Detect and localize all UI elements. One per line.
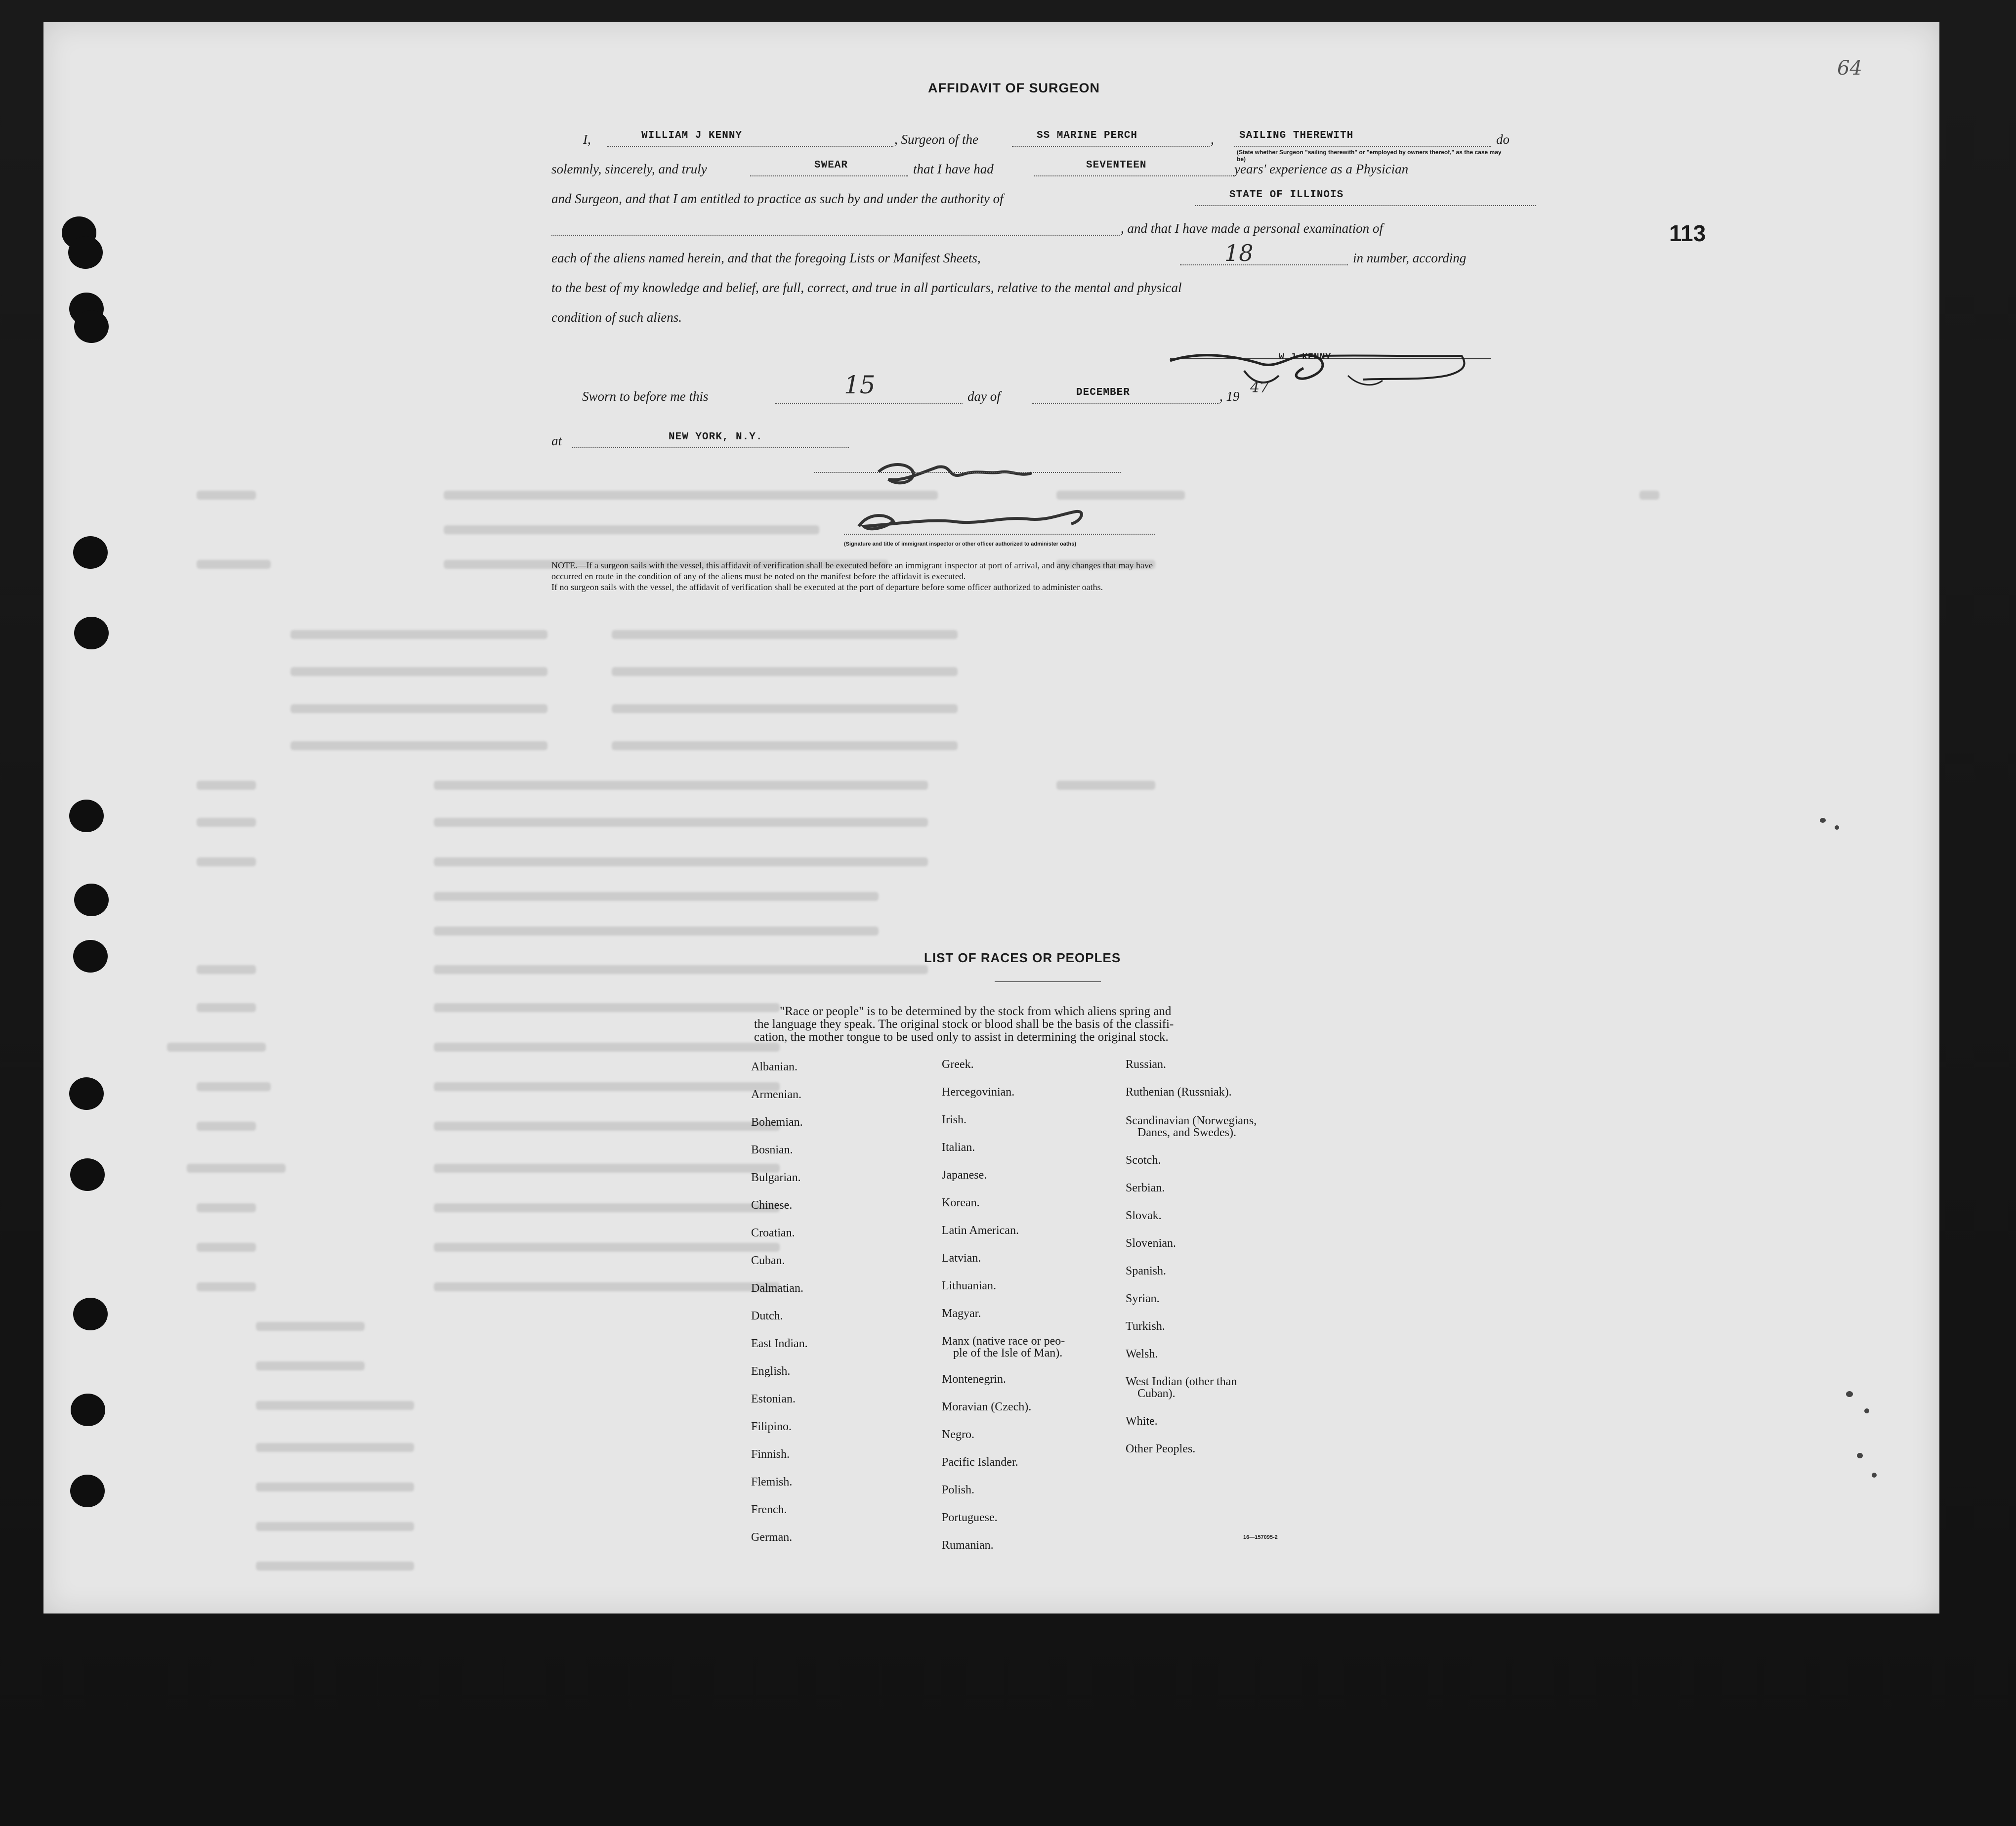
race-item: Lithuanian. — [942, 1279, 996, 1292]
line1-surgeon-of: , Surgeon of the — [894, 132, 978, 147]
inspector-signature-rule-1 — [814, 472, 1121, 473]
line2-have-had: that I have had — [913, 162, 994, 176]
races-intro-2: the language they speak. The original stock or blood shall be the basis of the classifi- — [754, 1018, 1174, 1031]
race-item: Moravian (Czech). — [942, 1401, 1032, 1413]
line2-solemnly: solemnly, sincerely, and truly — [551, 162, 707, 176]
status-field: SAILING THEREWITH — [1239, 130, 1354, 141]
scan-speck — [1872, 1473, 1877, 1478]
month-rule — [1032, 403, 1219, 404]
inspector-signature-caption: (Signature and title of immigrant inspector or other officer authorized to administer oaths) — [844, 541, 1076, 547]
month-field: DECEMBER — [1076, 387, 1130, 398]
race-item: Manx (native race or peo- — [942, 1335, 1065, 1348]
sworn-year-prefix: , 19 — [1219, 389, 1240, 404]
race-item: Italian. — [942, 1141, 975, 1154]
race-item: Spanish. — [1126, 1265, 1167, 1277]
scan-speck — [1864, 1408, 1869, 1413]
surgeon-signature-typed: W J KENNY — [1279, 352, 1332, 362]
race-item: Slovenian. — [1126, 1237, 1176, 1250]
line4-examination: , and that I have made a personal examination of — [1121, 221, 1383, 236]
race-item: Magyar. — [942, 1307, 981, 1320]
inspector-signature — [839, 452, 1185, 566]
race-item: Danes, and Swedes). — [1137, 1126, 1236, 1139]
surgeon-name-field: WILLIAM J KENNY — [641, 130, 743, 141]
race-item: Irish. — [942, 1113, 966, 1126]
vessel-field: SS MARINE PERCH — [1037, 130, 1138, 141]
race-item: Japanese. — [942, 1169, 987, 1182]
race-item: Montenegrin. — [942, 1373, 1006, 1386]
race-item: Estonian. — [751, 1393, 796, 1405]
race-item: Pacific Islander. — [942, 1456, 1018, 1469]
race-item: Bulgarian. — [751, 1171, 801, 1184]
race-item: Rumanian. — [942, 1539, 994, 1552]
authority-continuation-rule — [551, 235, 1120, 236]
inspector-signature-rule-2 — [844, 534, 1155, 535]
line5-in-number: in number, according — [1353, 251, 1467, 265]
manifest-page — [43, 22, 1939, 1614]
line7-condition: condition of such aliens. — [551, 310, 682, 325]
races-title-underline — [995, 981, 1101, 982]
scan-speck — [1835, 825, 1839, 830]
place-field: NEW YORK, N.Y. — [669, 431, 763, 443]
race-item: Greek. — [942, 1058, 974, 1071]
scan-speck — [1857, 1453, 1863, 1458]
authority-rule — [1195, 205, 1536, 206]
race-item: Syrian. — [1126, 1292, 1160, 1305]
race-item: Albanian. — [751, 1061, 798, 1073]
note-line-1: NOTE.—If a surgeon sails with the vessel, this affidavit of verification shall be executed before an immigrant inspector at port of arrival, and any changes that may have — [551, 560, 1153, 570]
race-item: East Indian. — [751, 1337, 808, 1350]
race-item: Turkish. — [1126, 1320, 1165, 1333]
affidavit-title: AFFIDAVIT OF SURGEON — [928, 81, 1100, 95]
sworn-day-of: day of — [967, 389, 1001, 404]
race-item: Ruthenian (Russniak). — [1126, 1086, 1232, 1099]
race-item: Scotch. — [1126, 1154, 1161, 1167]
note-line-3: If no surgeon sails with the vessel, the affidavit of verification shall be executed at the port of departure before some officer authorized to administer oaths. — [551, 582, 1103, 592]
race-item: Cuban). — [1137, 1387, 1176, 1400]
surgeon-name-rule — [607, 146, 893, 147]
race-item: Hercegovinian. — [942, 1086, 1015, 1099]
race-item: Welsh. — [1126, 1348, 1158, 1360]
years-rule — [1034, 175, 1232, 176]
scan-speck — [1846, 1391, 1853, 1397]
line1-do: do — [1496, 132, 1510, 147]
race-item: Slovak. — [1126, 1209, 1162, 1222]
race-item: West Indian (other than — [1126, 1375, 1237, 1388]
sheets-count-handwritten: 18 — [1224, 240, 1254, 266]
race-item: Korean. — [942, 1196, 980, 1209]
surgeon-signature — [1165, 341, 1511, 400]
place-rule — [572, 447, 849, 448]
race-item: Finnish. — [751, 1448, 790, 1461]
race-item: Scandinavian (Norwegians, — [1126, 1114, 1257, 1127]
race-item: Armenian. — [751, 1088, 801, 1101]
sheets-rule — [1180, 264, 1348, 265]
race-item: Flemish. — [751, 1476, 793, 1488]
race-item: German. — [751, 1531, 793, 1544]
race-item: Latin American. — [942, 1224, 1019, 1237]
status-rule — [1234, 146, 1491, 147]
vessel-rule — [1012, 146, 1210, 147]
form-number: 16—157095-2 — [1243, 1534, 1278, 1540]
line2-experience: years' experience as a Physician — [1234, 162, 1409, 176]
race-item: Bohemian. — [751, 1116, 803, 1129]
races-title: LIST OF RACES OR PEOPLES — [924, 950, 1121, 965]
race-item: Croatian. — [751, 1227, 795, 1239]
race-item: Bosnian. — [751, 1144, 793, 1156]
page-number: 113 — [1669, 220, 1706, 246]
race-item: Cuban. — [751, 1254, 785, 1267]
oath-field: SWEAR — [814, 160, 848, 171]
scan-speck — [1820, 818, 1826, 823]
oath-rule — [750, 175, 908, 176]
race-item: ple of the Isle of Man). — [953, 1347, 1063, 1359]
corner-stamp: 64 — [1837, 57, 1862, 80]
race-item: Filipino. — [751, 1420, 792, 1433]
line6-knowledge: to the best of my knowledge and belief, are full, correct, and true in all particulars, relative to the mental and physical — [551, 280, 1182, 295]
day-handwritten: 15 — [844, 371, 876, 399]
day-rule — [775, 403, 963, 404]
race-item: Dutch. — [751, 1310, 783, 1322]
year-handwritten: 47 — [1250, 379, 1269, 396]
race-item: Negro. — [942, 1428, 974, 1441]
authority-field: STATE OF ILLINOIS — [1229, 189, 1344, 201]
race-item: Serbian. — [1126, 1182, 1165, 1194]
note-line-2: occurred en route in the condition of any of the aliens must be noted on the manifest before the affidavit is executed. — [551, 571, 966, 581]
line3-surgeon-authority: and Surgeon, and that I am entitled to practice as such by and under the authority of — [551, 191, 1004, 206]
years-field: SEVENTEEN — [1086, 160, 1147, 171]
race-item: French. — [751, 1503, 787, 1516]
races-intro-1: "Race or people" is to be determined by the stock from which aliens spring and — [780, 1005, 1172, 1018]
race-item: Polish. — [942, 1484, 975, 1496]
race-item: Chinese. — [751, 1199, 793, 1212]
race-item: Portuguese. — [942, 1511, 998, 1524]
line1-comma: , — [1211, 132, 1214, 147]
line1-prefix: I, — [583, 132, 591, 147]
race-item: White. — [1126, 1415, 1158, 1428]
race-item: Russian. — [1126, 1058, 1167, 1071]
races-intro-3: cation, the mother tongue to be used only to assist in determining the original stock. — [754, 1030, 1169, 1044]
race-item: Latvian. — [942, 1252, 981, 1265]
status-instruction: (State whether Surgeon "sailing therewith" or "employed by owners thereof," as the case may be) — [1237, 149, 1502, 163]
line5-manifest-sheets: each of the aliens named herein, and that the foregoing Lists or Manifest Sheets, — [551, 251, 981, 265]
race-item: Dalmatian. — [751, 1282, 803, 1295]
race-item: Other Peoples. — [1126, 1443, 1196, 1455]
race-item: English. — [751, 1365, 791, 1378]
sworn-before: Sworn to before me this — [582, 389, 709, 404]
at-label: at — [551, 433, 562, 448]
